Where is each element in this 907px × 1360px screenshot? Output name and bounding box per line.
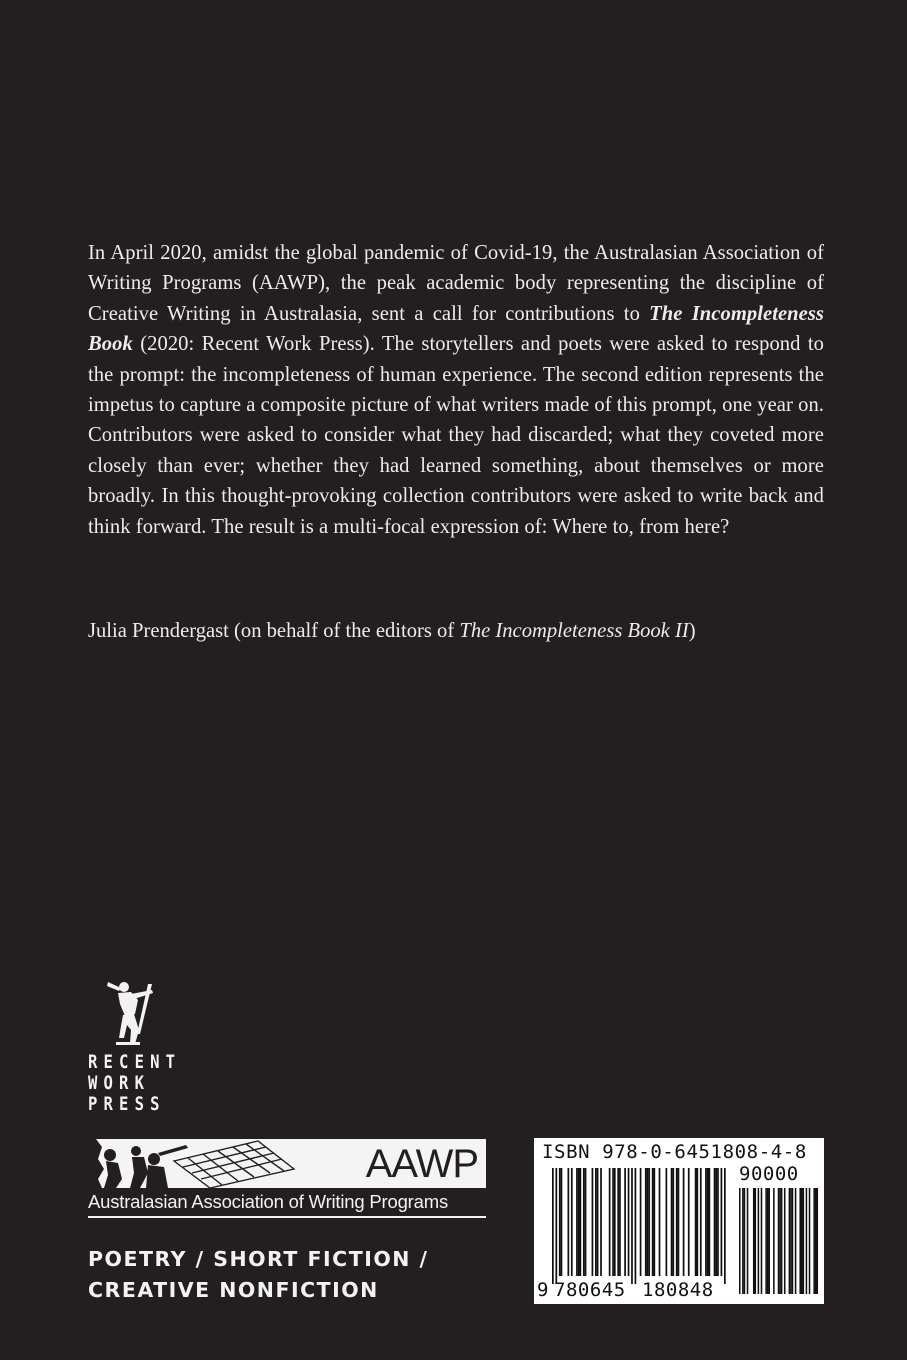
- barcode-bar: [578, 1168, 580, 1276]
- barcode-bar: [747, 1188, 749, 1294]
- barcode-bar: [671, 1168, 673, 1276]
- barcode-bar: [761, 1188, 763, 1294]
- price-addon-number: 90000: [739, 1163, 799, 1185]
- signature-title: The Incompleteness Book II: [459, 620, 689, 642]
- barcode-bar: [801, 1188, 803, 1294]
- barcode-bar: [678, 1168, 680, 1276]
- barcode-bar: [709, 1168, 711, 1276]
- barcode-bar: [758, 1188, 760, 1294]
- figure-with-stick-icon: [94, 978, 164, 1050]
- barcode-bar: [653, 1168, 655, 1276]
- barcode-bar: [705, 1168, 707, 1276]
- barcode-bar: [789, 1188, 791, 1294]
- barcode-bar: [647, 1168, 649, 1276]
- barcode-bar: [571, 1168, 573, 1276]
- blurb-text-part2: (2020: Recent Work Press). The storytellers and poets were asked to respond to the prompt: the incompleteness of human experience. The second edition represents the impetus to capture a composite picture of what writers made of this prompt, one year on. Contributors were asked to consider what they had discarded; what they coveted more closely than ever; whether they had learned something, about themselves or more broadly. In this thought-provoking collection contributors were asked to write back and think forward. The result is a multi-focal expression of: Where to, from here?: [88, 333, 824, 538]
- barcode-bar: [700, 1168, 702, 1276]
- barcode-bar: [778, 1188, 780, 1294]
- barcode-bar: [624, 1168, 626, 1276]
- barcode-bar: [790, 1188, 792, 1294]
- barcode-bar: [773, 1188, 775, 1294]
- barcode-bar: [815, 1188, 817, 1294]
- barcode-bar: [721, 1168, 723, 1276]
- barcode-bar: [717, 1168, 719, 1276]
- barcode-bar: [744, 1188, 746, 1294]
- recent-work-press-logo: [88, 978, 188, 1122]
- barcode-bar: [561, 1168, 563, 1276]
- barcode-bar: [767, 1188, 769, 1294]
- barcode-bar: [648, 1168, 650, 1276]
- barcode-bar: [707, 1168, 709, 1276]
- barcode-bar: [652, 1168, 654, 1276]
- barcode-bar: [597, 1168, 599, 1276]
- barcode-bar: [628, 1168, 630, 1276]
- barcode-bar: [739, 1188, 741, 1294]
- barcode-bar: [715, 1168, 717, 1276]
- back-cover-blurb: [88, 238, 824, 542]
- aawp-logo: [88, 1139, 486, 1219]
- signature-suffix: ): [688, 620, 696, 642]
- genre-line-2: CREATIVE NONFICTION: [88, 1278, 379, 1302]
- barcode-bar: [666, 1168, 668, 1276]
- barcode-bar: [696, 1168, 698, 1276]
- barcode-bar: [803, 1188, 805, 1294]
- aawp-full-name: Australasian Association of Writing Programs: [88, 1191, 448, 1212]
- blurb-book-title: The Incompleteness Book: [88, 302, 824, 356]
- barcode-bar: [640, 1168, 642, 1276]
- barcode-bar: [792, 1188, 794, 1294]
- barcode-bar: [795, 1188, 797, 1294]
- barcode-bar: [614, 1168, 616, 1276]
- barcode-bar: [559, 1168, 561, 1276]
- barcode-bar: [779, 1188, 781, 1294]
- editor-signature: [88, 616, 828, 646]
- barcode-bar: [688, 1168, 690, 1276]
- barcode-bar: [619, 1168, 621, 1276]
- barcode-bar: [806, 1188, 808, 1294]
- barcode-bar: [567, 1168, 569, 1276]
- barcode-bar: [695, 1168, 697, 1276]
- publisher-line-2: WORK: [88, 1072, 151, 1094]
- barcode-bar: [595, 1168, 597, 1276]
- genre-line-1: POETRY / SHORT FICTION /: [88, 1247, 429, 1271]
- blurb-paragraph: [88, 238, 824, 542]
- publisher-line-1: RECENT: [88, 1051, 182, 1073]
- aawp-wordmark: AAWP: [365, 1142, 478, 1186]
- barcode-bar: [583, 1168, 585, 1276]
- barcode-bar: [576, 1168, 578, 1276]
- barcode-bar: [631, 1168, 633, 1284]
- barcode-bar: [555, 1168, 557, 1284]
- barcode-bar: [612, 1168, 614, 1276]
- isbn-barcode: [534, 1138, 824, 1304]
- genre-labels: [88, 1244, 508, 1306]
- writers-keyboard-art-icon: [88, 1139, 308, 1188]
- barcode-bar: [552, 1168, 554, 1284]
- publisher-line-3: PRESS: [88, 1093, 166, 1115]
- barcode-bar: [600, 1168, 602, 1276]
- barcode-bar: [609, 1168, 611, 1276]
- barcode-bar: [659, 1168, 661, 1276]
- barcode-bar: [672, 1168, 674, 1276]
- barcode-bar: [755, 1188, 757, 1294]
- barcode-bar: [580, 1168, 582, 1276]
- barcode-right-digits: 180848: [642, 1279, 714, 1301]
- barcode-bar: [635, 1168, 637, 1284]
- barcode-bar: [765, 1188, 767, 1294]
- barcode-bar: [813, 1188, 815, 1294]
- barcode-bar: [768, 1188, 770, 1294]
- aawp-logo-strip: [88, 1139, 486, 1188]
- barcode-bar: [645, 1168, 647, 1276]
- barcode-bar: [683, 1168, 685, 1276]
- barcode-bar: [617, 1168, 619, 1276]
- barcode-bar: [714, 1168, 716, 1276]
- barcode-bar: [817, 1188, 819, 1294]
- barcode-first-digit: 9: [537, 1279, 549, 1301]
- isbn-number: ISBN 978-0-6451808-4-8: [542, 1141, 807, 1163]
- barcode-bar: [742, 1188, 744, 1294]
- signature-prefix: Julia Prendergast (on behalf of the editors of: [88, 620, 460, 642]
- aawp-underline: [88, 1216, 486, 1218]
- barcode-bar: [809, 1188, 811, 1294]
- publisher-name: [88, 1051, 182, 1115]
- barcode-bar: [781, 1188, 783, 1294]
- barcode-bar: [585, 1168, 587, 1276]
- barcode-bar: [724, 1168, 726, 1284]
- barcode-left-digits: 780645: [554, 1279, 626, 1301]
- blurb-text-part1: In April 2020, amidst the global pandemic of Covid-19, the Australasian Association of Writing Programs (AAWP), the peak academic body representing the discipline of Creative Writing in Australasia, sent a call for contributions to: [88, 242, 824, 325]
- barcode-bar: [592, 1168, 594, 1276]
- barcode-bar: [799, 1188, 801, 1294]
- barcode-bar: [753, 1188, 755, 1294]
- barcode-bar: [784, 1188, 786, 1294]
- barcode-bar: [676, 1168, 678, 1276]
